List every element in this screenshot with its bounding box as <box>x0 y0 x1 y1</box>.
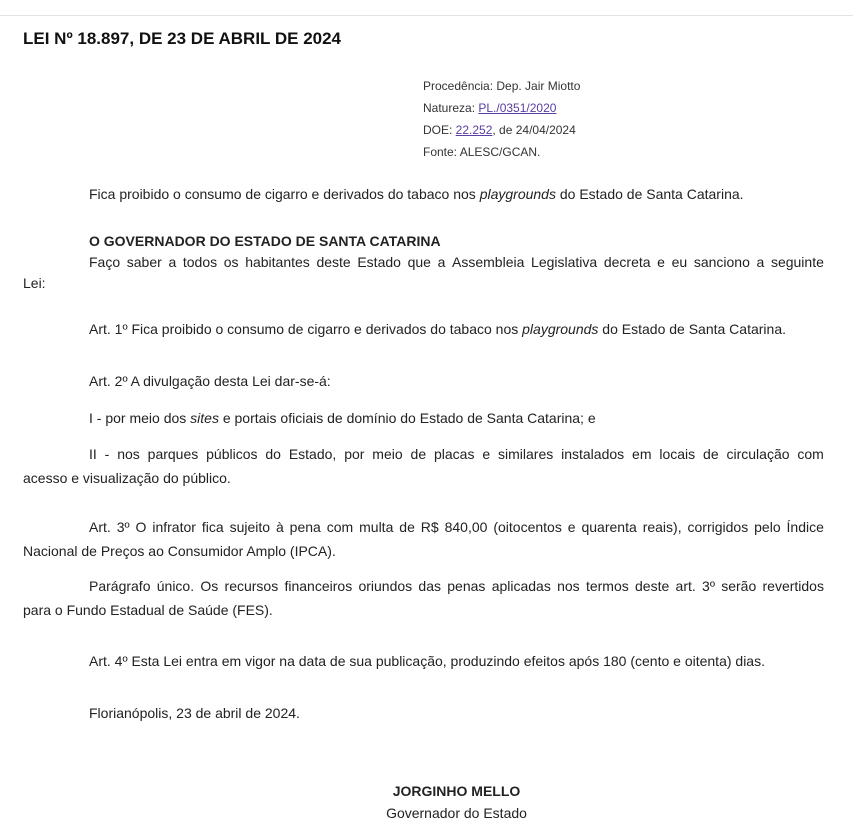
place-date: Florianópolis, 23 de abril de 2024. <box>89 705 300 721</box>
word: locais <box>659 446 696 462</box>
ementa-emphasis: playgrounds <box>479 186 556 202</box>
word: 3º <box>702 578 715 594</box>
word: e <box>482 446 491 462</box>
art3-line1 <box>89 519 824 535</box>
word: habitantes <box>245 254 310 270</box>
inciso-1 <box>89 407 596 429</box>
word: fica <box>201 519 224 535</box>
word: de <box>399 519 415 535</box>
word: Faço <box>89 254 121 270</box>
word: revertidos <box>762 578 824 594</box>
word: nos <box>557 578 580 594</box>
paragrafo-line2: para o Fundo Estadual de Saúde (FES). <box>23 602 273 618</box>
meta-fonte: Fonte: ALESC/GCAN. <box>423 145 541 159</box>
word: parques <box>147 446 199 462</box>
word: art. <box>675 578 696 594</box>
law-title: LEI Nº 18.897, DE 23 DE ABRIL DE 2024 <box>23 29 342 48</box>
word: aplicadas <box>491 578 551 594</box>
word: decreta <box>603 254 651 270</box>
word: a <box>756 254 765 270</box>
word: por <box>344 446 365 462</box>
word: e <box>657 254 665 270</box>
signature-role: Governador do Estado <box>386 805 527 821</box>
word: Índice <box>786 519 824 535</box>
signature-name-text: JORGINHO MELLO <box>392 783 521 799</box>
word: todos <box>182 254 218 270</box>
ementa-text: Fica proibido o consumo de cigarro e derivados do tabaco nos <box>89 186 480 202</box>
art4: Art. 4º Esta Lei entra em vigor na data de sua publicação, produzindo efeitos após 180 (cento e oitenta) dias. <box>89 653 765 669</box>
word: a <box>437 254 446 270</box>
word: de <box>410 446 427 462</box>
word: públicos <box>206 446 258 462</box>
word: a <box>168 254 177 270</box>
doe-suffix: , de 24/04/2024 <box>492 123 576 137</box>
art3-line2: Nacional de Preços ao Consumidor Amplo (IPCA). <box>23 543 336 559</box>
ementa <box>89 183 744 205</box>
word: serão <box>721 578 757 594</box>
natureza-link[interactable]: PL./0351/2020 <box>478 101 557 115</box>
word: termos <box>585 578 629 594</box>
word: sanciono <box>693 254 750 270</box>
word: eu <box>671 254 688 270</box>
word: Estado, <box>288 446 337 462</box>
word: com <box>797 446 824 462</box>
inciso-2-line1 <box>89 446 824 462</box>
word: infrator <box>152 519 196 535</box>
word: sujeito <box>229 519 271 535</box>
word: Art. <box>89 519 111 535</box>
word: recursos <box>224 578 279 594</box>
inciso1-emphasis: sites <box>190 410 219 426</box>
word: do <box>265 446 281 462</box>
word: com <box>326 519 354 535</box>
word: único. <box>156 578 195 594</box>
word: pelo <box>754 519 781 535</box>
word: 840,00 <box>444 519 488 535</box>
art1-text: Art. 1º Fica proibido o consumo de cigarro e derivados do tabaco nos <box>89 321 523 337</box>
word: nos <box>117 446 140 462</box>
word: (oitocentos <box>493 519 562 535</box>
top-divider <box>0 15 853 16</box>
word: deste <box>635 578 670 594</box>
word: quarenta <box>581 519 637 535</box>
word: corrigidos <box>687 519 749 535</box>
faco-saber-line2: Lei: <box>23 275 46 291</box>
doe-link[interactable]: 22.252 <box>455 123 493 137</box>
art2: Art. 2º A divulgação desta Lei dar-se-á: <box>89 373 331 389</box>
word: O <box>135 519 147 535</box>
governor-heading <box>89 230 441 252</box>
word: similares <box>498 446 554 462</box>
art1 <box>89 318 786 340</box>
word: reais), <box>642 519 682 535</box>
word: das <box>418 578 441 594</box>
word: financeiros <box>284 578 353 594</box>
meta-procedencia: Procedência: Dep. Jair Miotto <box>423 79 581 93</box>
word: à <box>275 519 284 535</box>
word: que <box>407 254 431 270</box>
word: de <box>703 446 719 462</box>
meta-doe <box>423 123 576 137</box>
word: Legislativa <box>531 254 598 270</box>
word: deste <box>316 254 351 270</box>
word: Parágrafo <box>89 578 151 594</box>
word: Assembleia <box>452 254 525 270</box>
signature-name <box>0 783 859 799</box>
word: e <box>567 519 576 535</box>
word: penas <box>447 578 486 594</box>
inciso1-text: I - por meio dos <box>89 410 191 426</box>
word: circulação <box>726 446 790 462</box>
word: instalados <box>561 446 625 462</box>
word: Estado <box>357 254 401 270</box>
word: R$ <box>420 519 439 535</box>
ementa-text-end: do Estado de Santa Catarina. <box>555 186 744 202</box>
art1-text-end: do Estado de Santa Catarina. <box>598 321 786 337</box>
word: 3º <box>116 519 130 535</box>
word: saber <box>126 254 162 270</box>
word: meio <box>372 446 403 462</box>
word: oriundos <box>358 578 413 594</box>
art1-emphasis: playgrounds <box>522 321 599 337</box>
word: em <box>632 446 652 462</box>
faco-saber-line1 <box>89 254 824 270</box>
paragrafo-line1 <box>89 578 824 594</box>
word: seguinte <box>770 254 824 270</box>
word: pena <box>289 519 321 535</box>
meta-natureza <box>423 101 556 115</box>
doe-label: DOE: <box>423 123 456 137</box>
word: II <box>89 446 97 462</box>
word: os <box>223 254 239 270</box>
inciso1-text-end: e portais oficiais de domínio do Estado de Santa Catarina; e <box>218 410 596 426</box>
word: - <box>104 446 110 462</box>
natureza-label: Natureza: <box>423 101 479 115</box>
word: Os <box>200 578 219 594</box>
inciso-2-line2: acesso e visualização do público. <box>23 470 231 486</box>
governor-heading-text: O GOVERNADOR DO ESTADO DE SANTA CATARINA <box>89 233 441 249</box>
word: placas <box>433 446 475 462</box>
word: multa <box>359 519 394 535</box>
